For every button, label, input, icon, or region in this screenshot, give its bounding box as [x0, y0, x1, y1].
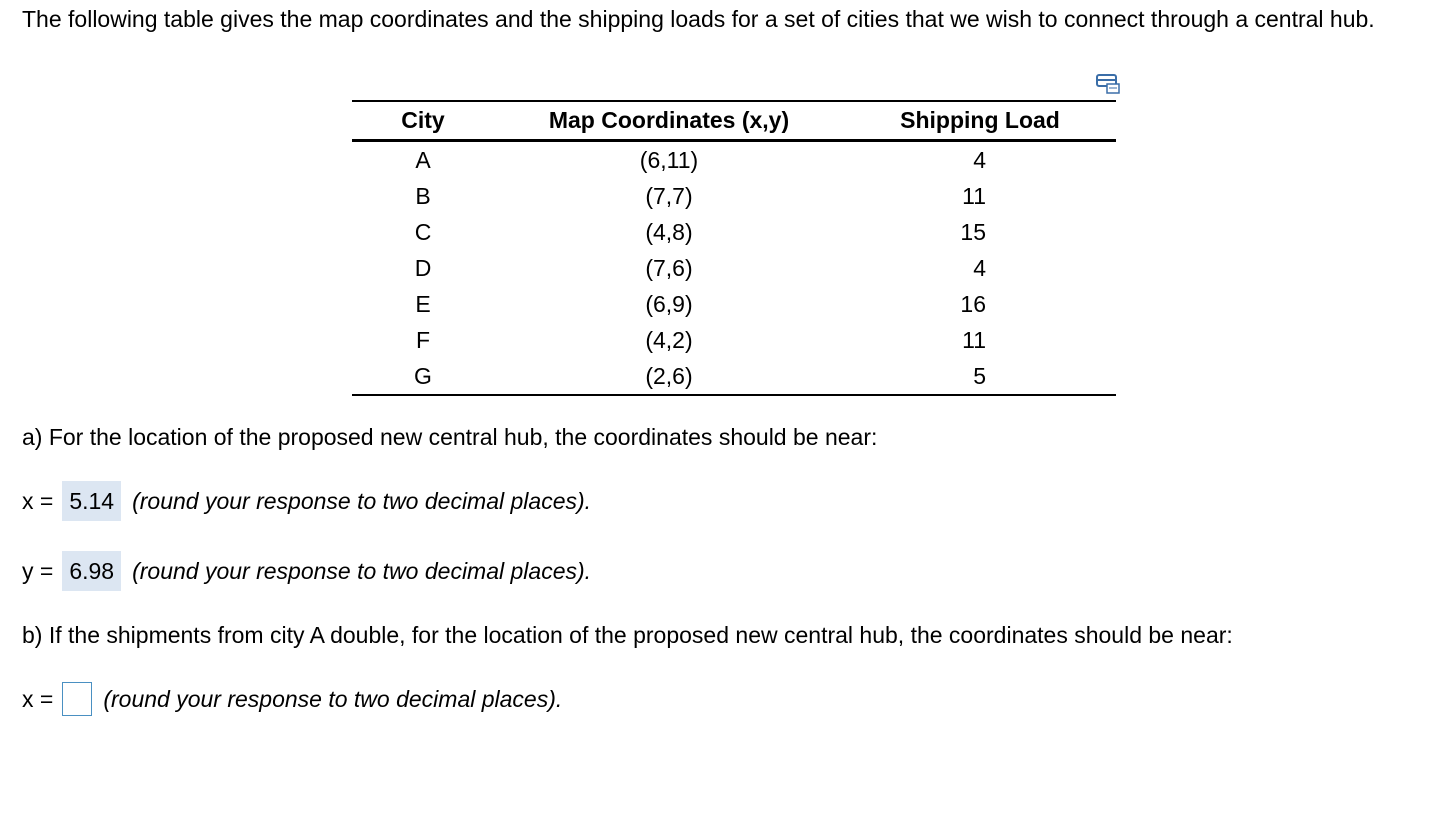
x-label: x = — [22, 487, 54, 514]
table-row — [352, 214, 1116, 250]
cell-coordinates: (2,6) — [645, 362, 693, 389]
y-answer-value[interactable]: 6.98 — [62, 551, 121, 591]
cell-coordinates: (7,6) — [645, 254, 693, 281]
x-answer-value[interactable]: 5.14 — [62, 481, 121, 521]
table-row — [352, 250, 1116, 286]
cell-load: 11 — [962, 326, 986, 353]
cell-city: D — [414, 254, 432, 281]
cell-city: C — [414, 218, 432, 245]
part-a-question: a) For the location of the proposed new central hub, the coordinates should be near: — [22, 424, 878, 450]
table-row — [352, 322, 1116, 358]
table-header-row — [352, 101, 1116, 141]
cell-coordinates: (6,9) — [645, 290, 693, 317]
cell-load: 11 — [962, 182, 986, 209]
header-city: City — [352, 101, 494, 141]
cell-city: B — [415, 182, 431, 209]
table-row — [352, 141, 1116, 179]
city-data-table — [352, 100, 1116, 396]
intro-text: The following table gives the map coordinates and the shipping loads for a set of cities that we wish to connect through a central hub. — [22, 6, 1375, 32]
rounding-hint: (round your response to two decimal places). — [132, 557, 592, 584]
cell-load: 16 — [960, 290, 986, 317]
cell-load: 15 — [960, 218, 986, 245]
cell-load: 4 — [973, 254, 986, 281]
cell-city: F — [415, 326, 431, 353]
cell-city: E — [415, 290, 431, 317]
part-b-question: b) If the shipments from city A double, for the location of the proposed new central hub, the coordinates should be near: — [22, 622, 1233, 648]
copy-table-icon[interactable] — [1095, 72, 1123, 96]
header-shipping-load: Shipping Load — [844, 101, 1116, 141]
cell-coordinates: (4,8) — [645, 218, 693, 245]
header-coordinates: Map Coordinates (x,y) — [494, 101, 844, 141]
cell-coordinates: (4,2) — [645, 326, 693, 353]
cell-load: 5 — [973, 362, 986, 389]
y-label: y = — [22, 557, 54, 584]
part-a-y-answer — [22, 551, 591, 591]
table-row — [352, 358, 1116, 395]
part-b-x-answer — [22, 679, 562, 719]
rounding-hint: (round your response to two decimal places). — [103, 685, 563, 712]
cell-load: 4 — [973, 146, 986, 173]
part-a-x-answer — [22, 481, 591, 521]
cell-city: G — [414, 362, 432, 389]
cell-city: A — [415, 146, 431, 173]
x-answer-input[interactable] — [62, 682, 92, 716]
cell-coordinates: (6,11) — [639, 146, 699, 173]
cell-coordinates: (7,7) — [645, 182, 693, 209]
rounding-hint: (round your response to two decimal places). — [132, 487, 592, 514]
table-row — [352, 178, 1116, 214]
x-label: x = — [22, 685, 54, 712]
table-row — [352, 286, 1116, 322]
